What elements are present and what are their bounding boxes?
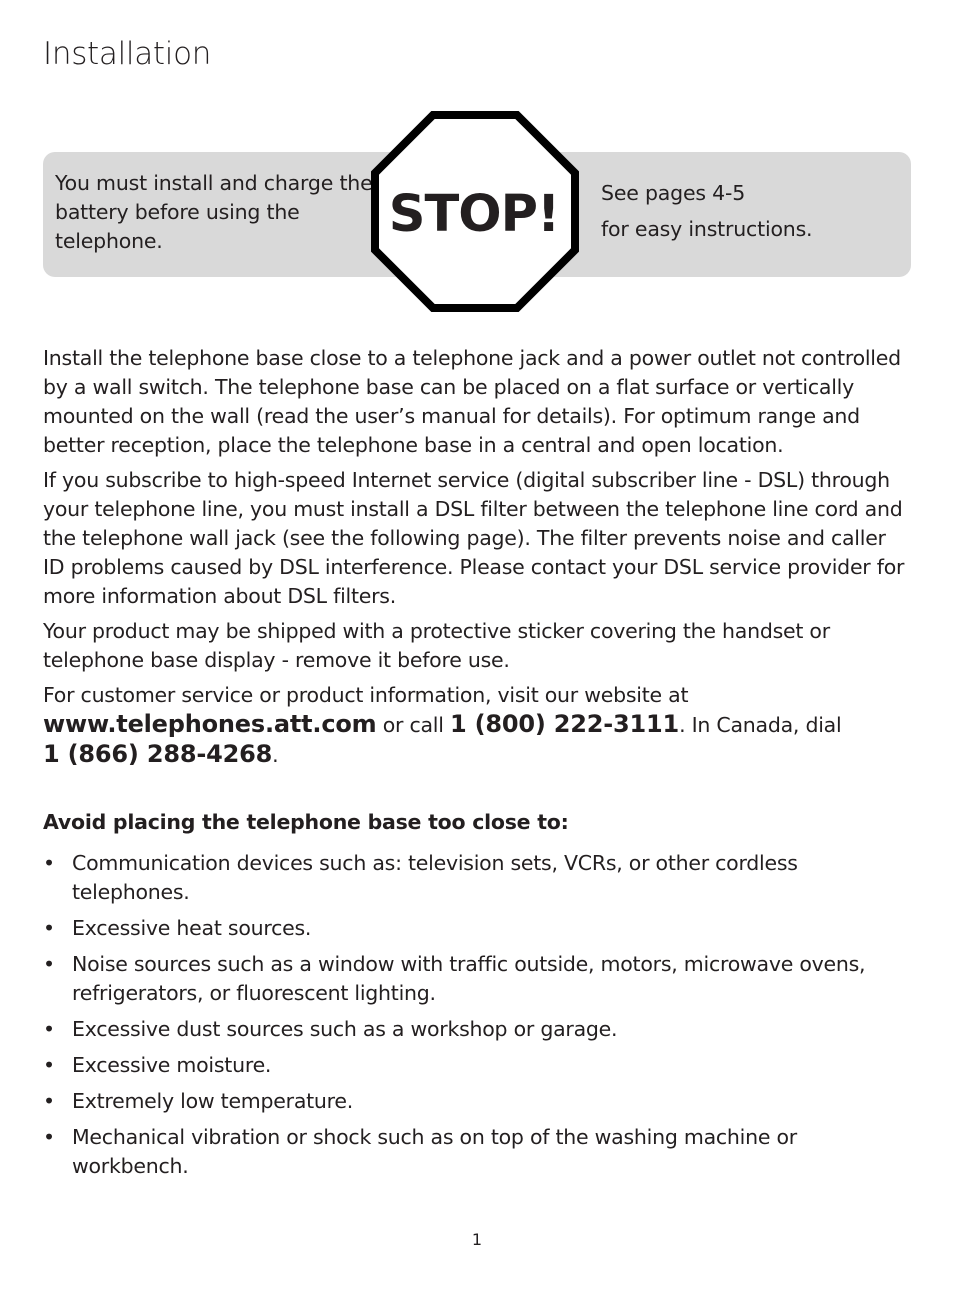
bullet-icon: • — [43, 851, 55, 875]
bullet-icon: • — [43, 1125, 55, 1149]
list-item — [43, 950, 913, 1008]
list-item-text: Excessive moisture. — [72, 1053, 272, 1077]
page-title: Installation — [43, 36, 212, 72]
call-text: or call — [376, 713, 450, 737]
paragraph-placement: Install the telephone base close to a telephone jack and a power outlet not controlled by a wall switch. The telephone base can be placed on a flat surface or vertically mounted on the wall (read the user’s manual for details). For optimum range and better reception, place the telephone base in a central and open location. — [43, 346, 901, 457]
main-content — [43, 344, 913, 1188]
customer-service-intro: For customer service or product information, visit our website at — [43, 683, 689, 707]
avoid-list — [43, 849, 913, 1181]
paragraph-customer-service — [43, 681, 913, 770]
list-item — [43, 914, 913, 943]
list-item-text: Communication devices such as: television sets, VCRs, or other cordless telephones. — [72, 851, 798, 904]
bullet-icon: • — [43, 1053, 55, 1077]
paragraph-sticker: Your product may be shipped with a protective sticker covering the handset or telephone base display - remove it before use. — [43, 619, 830, 672]
list-item — [43, 1015, 913, 1044]
bullet-icon: • — [43, 1089, 55, 1113]
stop-notice-right-text — [601, 175, 901, 247]
list-item-text: Excessive dust sources such as a workshop or garage. — [72, 1017, 618, 1041]
canada-text: . In Canada, dial — [679, 713, 842, 737]
list-item-text: Noise sources such as a window with traffic outside, motors, microwave ovens, refrigerators, or fluorescent lighting. — [72, 952, 866, 1005]
avoid-heading: Avoid placing the telephone base too close to: — [43, 810, 569, 834]
bullet-icon: • — [43, 1017, 55, 1041]
phone-canada: 1 (866) 288-4268 — [43, 740, 273, 768]
paragraph-dsl: If you subscribe to high-speed Internet service (digital subscriber line - DSL) through your telephone line, you must install a DSL filter between the telephone line cord and the telephone wall jack (see the following page). The filter prevents noise and caller ID problems caused by DSL interference. Please contact your DSL service provider for more information about DSL filters. — [43, 468, 905, 608]
stop-notice-left-text: You must install and charge the battery before using the telephone. — [55, 171, 373, 253]
stop-notice-pages: See pages 4-5 — [601, 181, 746, 205]
stop-sign-text: STOP! — [388, 185, 560, 244]
list-item — [43, 1051, 913, 1080]
stop-sign-icon — [371, 111, 579, 312]
stop-notice-instructions: for easy instructions. — [601, 217, 813, 241]
list-item — [43, 849, 913, 907]
bullet-icon: • — [43, 916, 55, 940]
list-item-text: Mechanical vibration or shock such as on top of the washing machine or workbench. — [72, 1125, 797, 1178]
phone-us: 1 (800) 222-3111 — [449, 710, 680, 738]
list-item — [43, 1123, 913, 1181]
period-text: . — [272, 743, 279, 767]
list-item — [43, 1087, 913, 1116]
page-number: 1 — [471, 1230, 483, 1249]
website-link[interactable]: www.telephones.att.com — [43, 710, 377, 738]
list-item-text: Excessive heat sources. — [72, 916, 312, 940]
bullet-icon: • — [43, 952, 55, 976]
list-item-text: Extremely low temperature. — [72, 1089, 354, 1113]
